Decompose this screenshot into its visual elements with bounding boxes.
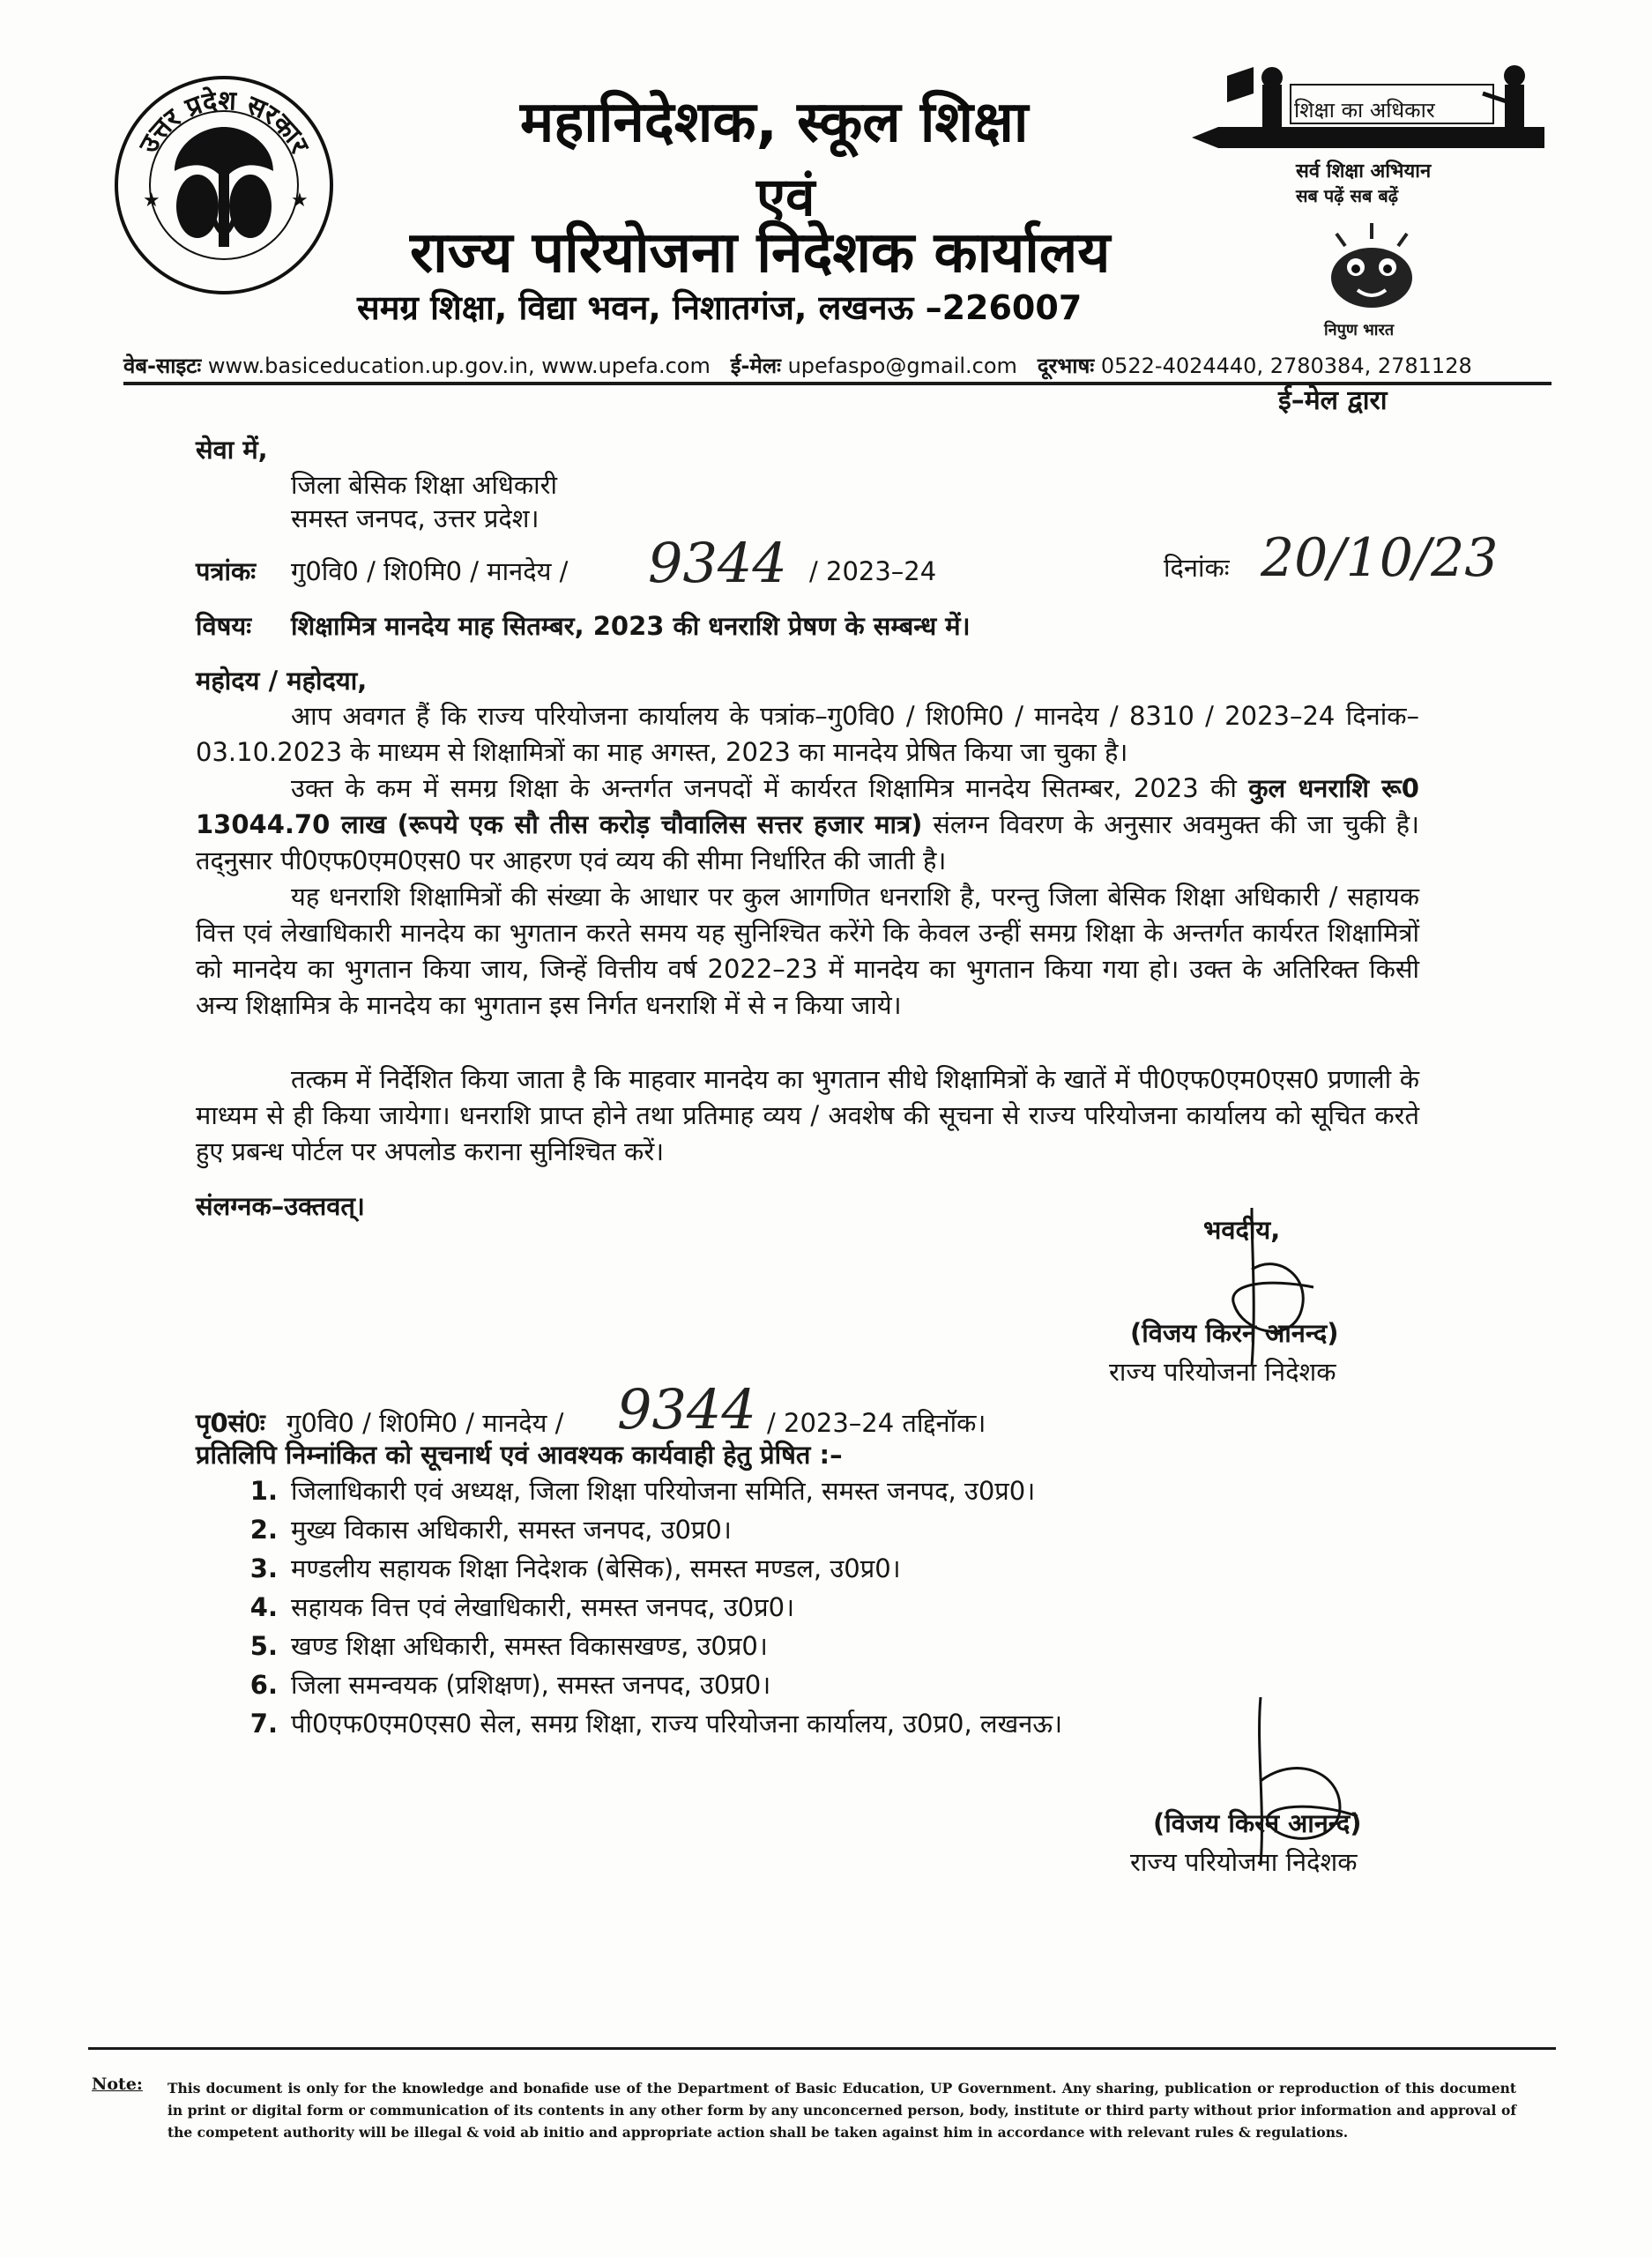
body-paragraph-1: आप अवगत हैं कि राज्य परियोजना कार्यालय के पत्रांक–गु0वि0 / शि0मि0 / मानदेय / 8310 / 2023–24 दिनांक–03.10.2023 के माध्यम से शिक्षामित्रों का माह अगस्त, 2023 का मानदेय प्रेषित किया जा चुका है। bbox=[196, 701, 1419, 767]
list-item bbox=[242, 1704, 1062, 1743]
para2-tail: संलग्न विवरण के अनुसार अवमुक्त की जा चुकी है। तद्नुसार पी0एफ0एम0एस0 पर आहरण एवं व्यय की सीमा निर्धारित की जाती है। bbox=[196, 809, 1419, 875]
list-item-number: 4. bbox=[249, 1592, 278, 1622]
list-item-text: सहायक वित्त एवं लेखाधिकारी, समस्त जनपद, उ0प्र0। bbox=[291, 1592, 795, 1622]
list-item-text: जिलाधिकारी एवं अध्यक्ष, जिला शिक्षा परियोजना समिति, समस्त जनपद, उ0प्र0। bbox=[291, 1476, 1036, 1506]
list-item-number: 2. bbox=[249, 1515, 278, 1545]
to-line2: समस्त जनपद, उत्तर प्रदेश। bbox=[291, 503, 540, 533]
svg-text:★: ★ bbox=[291, 190, 309, 212]
office-title-line2: एवं bbox=[756, 167, 815, 228]
list-item-text: मण्डलीय सहायक शिक्षा निदेशक (बेसिक), समस्त मण्डल, उ0प्र0। bbox=[291, 1553, 901, 1583]
signatory-name-1: (विजय किरन आनन्द) bbox=[1130, 1318, 1339, 1348]
list-item bbox=[242, 1665, 1062, 1704]
email-value[interactable]: upefaspo@gmail.com bbox=[787, 354, 1017, 378]
para2-lead: उक्त के कम में समग्र शिक्षा के अन्तर्गत जनपदों में कार्यरत शिक्षामित्र मानदेय सितम्बर, 2023 की bbox=[291, 773, 1249, 803]
up-government-seal bbox=[113, 74, 335, 296]
list-item-text: मुख्य विकास अधिकारी, समस्त जनपद, उ0प्र0। bbox=[291, 1515, 732, 1545]
ref-suffix: / 2023–24 bbox=[809, 556, 937, 586]
copy-ref-suffix: / 2023–24 तद्दिनॉक। bbox=[767, 1408, 986, 1438]
list-item-number: 3. bbox=[249, 1553, 278, 1583]
office-title-line1: महानिदेशक, स्कूल शिक्षा bbox=[520, 90, 1029, 155]
body-paragraph-4: तत्कम में निर्देशित किया जाता है कि माहवार मानदेय का भुगतान सीधे शिक्षामित्रों के खातें में पी0एफ0एम0एस0 प्रणाली के माध्यम से ही किया जायेगा। धनराशि प्राप्त होने तथा प्रतिमाह व्यय / अवशेष की सूचना से राज्य परियोजना कार्यालय को सूचित करते हुए प्रबन्ध पोर्टल पर अपलोड कराना सुनिश्चित करें। bbox=[196, 1064, 1419, 1166]
copy-ref-prefix: गु0वि0 / शि0मि0 / मानदेय / bbox=[286, 1408, 564, 1438]
email-label: ई-मेलः bbox=[730, 354, 781, 378]
contact-line bbox=[123, 351, 1472, 380]
list-item bbox=[242, 1549, 1062, 1588]
website-label: वेब-साइटः bbox=[123, 354, 202, 378]
body-paragraph-2 bbox=[196, 771, 1419, 879]
subject-text: शिक्षामित्र मानदेय माह सितम्बर, 2023 की धनराशि प्रेषण के सम्बन्ध में। bbox=[291, 611, 971, 641]
list-item-number: 6. bbox=[249, 1670, 278, 1700]
copy-heading: प्रतिलिपि निम्नांकित को सूचनार्थ एवं आवश्यक कार्यवाही हेतु प्रेषित :– bbox=[196, 1440, 843, 1470]
ssa-title: सर्व शिक्षा अभियान bbox=[1296, 160, 1432, 182]
signatory-title-2: राज्य परियोजना निदेशक bbox=[1130, 1847, 1358, 1877]
ref-prefix: गु0वि0 / शि0मि0 / मानदेय / bbox=[291, 556, 569, 586]
para2-amount: कुल धनराशि रू0 13044.70 लाख (रूपये एक सौ तीस करोड़ चौवालिस सत्तर हजार मात्र) bbox=[196, 773, 1419, 839]
date-handwritten: 20/10/23 bbox=[1261, 527, 1499, 589]
copy-ref-label: पृ0सं0ः bbox=[196, 1408, 265, 1438]
body-paragraph-3: यह धनराशि शिक्षामित्रों की संख्या के आधार पर कुल आगणित धनराशि है, परन्तु जिला बेसिक शिक्षा अधिकारी / सहायक वित्त एवं लेखाधिकारी मानदेय का भुगतान करते समय यह सुनिश्चित करेंगे कि केवल उन्हीं समग्र शिक्षा के अन्तर्गत कार्यरत शिक्षामित्रों को मानदेय का भुगतान किया जाय, जिन्हें वित्तीय वर्ष 2022–23 में मानदेय का भुगतान किया गया हो। उक्त के अतिरिक्त किसी अन्य शिक्षामित्र के मानदेय का भुगतान इस निर्गत धनराशि में से न किया जाये। bbox=[196, 882, 1419, 1020]
signatory-name-2: (विजय किरन आनन्द) bbox=[1153, 1808, 1362, 1838]
to-label: सेवा में, bbox=[196, 435, 268, 465]
salutation: महोदय / महोदया, bbox=[196, 666, 368, 696]
note-label: Note: bbox=[92, 2075, 143, 2094]
list-item bbox=[242, 1510, 1062, 1549]
nipun-bharat-logo bbox=[1313, 216, 1428, 317]
website-value[interactable]: www.basiceducation.up.gov.in, www.upefa.com bbox=[207, 354, 711, 378]
to-line1: जिला बेसिक शिक्षा अधिकारी bbox=[291, 470, 557, 500]
list-item-text: जिला समन्वयक (प्रशिक्षण), समस्त जनपद, उ0प्र0। bbox=[291, 1670, 771, 1700]
seal-emblem-icon bbox=[113, 74, 335, 296]
nipun-bharat-label: निपुण भारत bbox=[1324, 321, 1395, 339]
note-text: This document is only for the knowledge and bonafide use of the Department of Basic Education, UP Government. Any sharing, publication or reproduction of this document in print or digital form or communication of its contents in any other form by any unconcerned person, body, institute or third party without prior information and approval of the competent authority will be illegal & void ab initio and appropriate action shall be taken against him in accordance with relevant rules & regulations. bbox=[167, 2080, 1516, 2141]
list-item bbox=[242, 1627, 1062, 1665]
ssa-slogan: सब पढ़ें सब बढ़ें bbox=[1296, 185, 1399, 206]
list-item-number: 7. bbox=[249, 1709, 278, 1739]
ref-label: पत्रांकः bbox=[196, 556, 257, 586]
list-item bbox=[242, 1588, 1062, 1627]
dispatch-mode: ई–मेल द्वारा bbox=[1278, 385, 1388, 416]
seal-text: उत्तर प्रदेश सरकार bbox=[133, 85, 316, 159]
nipun-mascot-icon bbox=[1313, 216, 1428, 317]
enclosure-note: संलग्नक–उक्तवत्। bbox=[196, 1191, 365, 1221]
office-title-line3: राज्य परियोजना निदेशक कार्यालय bbox=[410, 220, 1111, 286]
ref-number-handwritten: 9344 bbox=[648, 531, 787, 595]
copy-ref-number-handwritten: 9344 bbox=[617, 1377, 756, 1441]
svg-text:★: ★ bbox=[143, 190, 160, 212]
closing: भवदीय, bbox=[1203, 1215, 1281, 1245]
list-item-number: 5. bbox=[249, 1631, 278, 1661]
rte-label: शिक्षा का अधिकार bbox=[1294, 98, 1435, 123]
phone-value: 0522-4024440, 2780384, 2781128 bbox=[1100, 354, 1472, 378]
list-item-number: 1. bbox=[249, 1476, 278, 1506]
subject-label: विषयः bbox=[196, 611, 252, 641]
signature-2-icon bbox=[1208, 1693, 1384, 1869]
copy-recipient-list bbox=[242, 1471, 1062, 1743]
list-item bbox=[242, 1471, 1062, 1510]
date-label: दिनांकः bbox=[1164, 553, 1230, 583]
office-address: समग्र शिक्षा, विद्या भवन, निशातगंज, लखनऊ –226007 bbox=[357, 288, 1083, 327]
footer-divider bbox=[88, 2047, 1556, 2050]
list-item-text: पी0एफ0एम0एस0 सेल, समग्र शिक्षा, राज्य परियोजना कार्यालय, उ0प्र0, लखनऊ। bbox=[291, 1709, 1063, 1739]
phone-label: दूरभाषः bbox=[1037, 354, 1095, 378]
signatory-title-1: राज्य परियोजना निदेशक bbox=[1109, 1357, 1336, 1387]
list-item-text: खण्ड शिक्षा अधिकारी, समस्त विकासखण्ड, उ0प्र0। bbox=[291, 1631, 768, 1661]
